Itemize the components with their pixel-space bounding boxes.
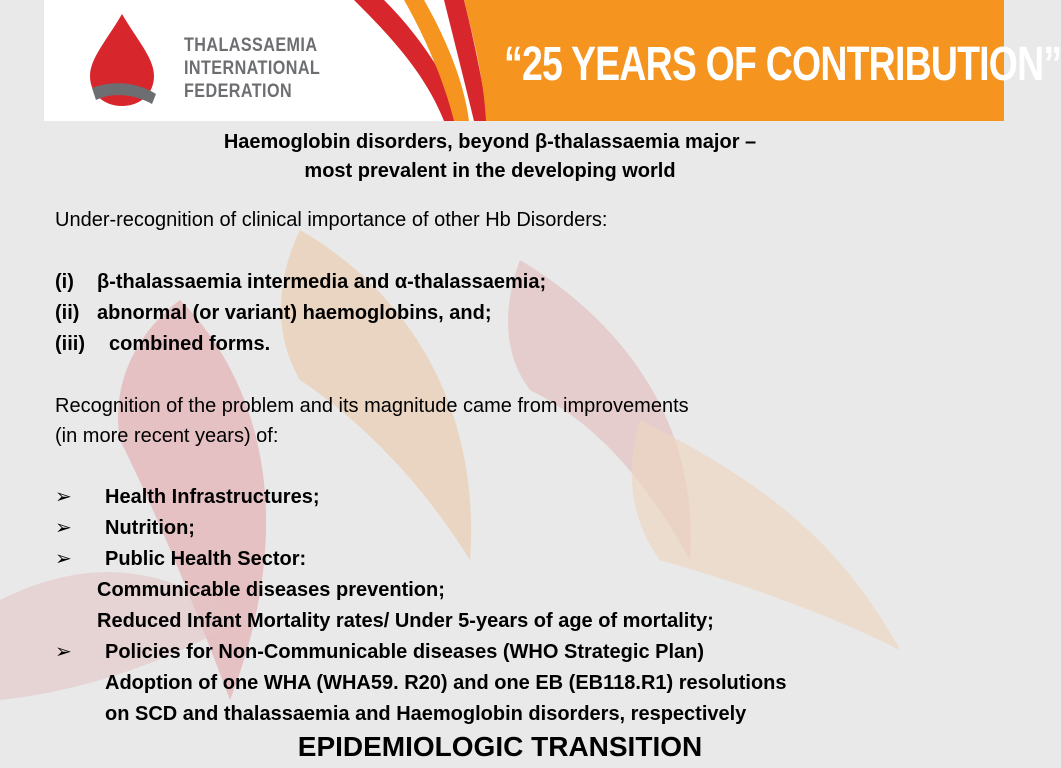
org-line-1: THALASSAEMIA: [184, 35, 318, 56]
list-text: abnormal (or variant) haemoglobins, and;: [97, 302, 492, 324]
recognition-line-2: (in more recent years) of:: [55, 425, 279, 447]
intro-text: Under-recognition of clinical importance of other Hb Disorders:: [55, 209, 608, 231]
list-number: (ii): [55, 302, 80, 324]
bullet-text: Policies for Non-Communicable diseases (WHO Strategic Plan): [105, 641, 705, 663]
org-line-2: INTERNATIONAL: [184, 58, 321, 79]
bullet-continuation: Adoption of one WHA (WHA59. R20) and one EB (EB118.R1) resolutions: [105, 672, 787, 694]
arrow-bullet-icon: ➢: [55, 517, 72, 539]
list-number: (i): [55, 271, 74, 293]
list-item: [55, 267, 546, 297]
recognition-line-1: Recognition of the problem and its magnitude came from improvements: [55, 395, 689, 417]
arrow-bullet-icon: ➢: [55, 548, 72, 570]
title-line-1: Haemoglobin disorders, beyond β-thalassaemia major –: [223, 131, 757, 153]
bullet-item: [55, 513, 195, 544]
list-item: [55, 298, 492, 328]
arrow-bullet-icon: ➢: [55, 641, 72, 663]
bullet-continuation: on SCD and thalassaemia and Haemoglobin disorders, respectively: [105, 703, 747, 725]
bullet-text: Health Infrastructures;: [105, 486, 320, 508]
bullet-item: [55, 544, 306, 575]
tagline: “25 YEARS OF CONTRIBUTION”: [504, 38, 1061, 91]
slide-title: [140, 128, 840, 186]
bullet-text: Public Health Sector:: [105, 548, 307, 570]
sub-item: Reduced Infant Mortality rates/ Under 5-years of age of mortality;: [97, 610, 714, 632]
list-text: β-thalassaemia intermedia and α-thalassaemia;: [97, 271, 547, 293]
arrow-bullet-icon: ➢: [55, 486, 72, 508]
bullet-item: [55, 482, 320, 513]
bullet-item: [55, 637, 704, 668]
list-number: (iii): [55, 333, 85, 355]
org-line-3: FEDERATION: [184, 81, 293, 102]
footer-title: EPIDEMIOLOGIC TRANSITION: [297, 731, 703, 762]
title-line-2: most prevalent in the developing world: [304, 160, 676, 182]
list-item: [55, 329, 270, 359]
list-text: combined forms.: [109, 333, 271, 355]
bullet-text: Nutrition;: [105, 517, 195, 539]
sub-item: Communicable diseases prevention;: [97, 579, 445, 601]
